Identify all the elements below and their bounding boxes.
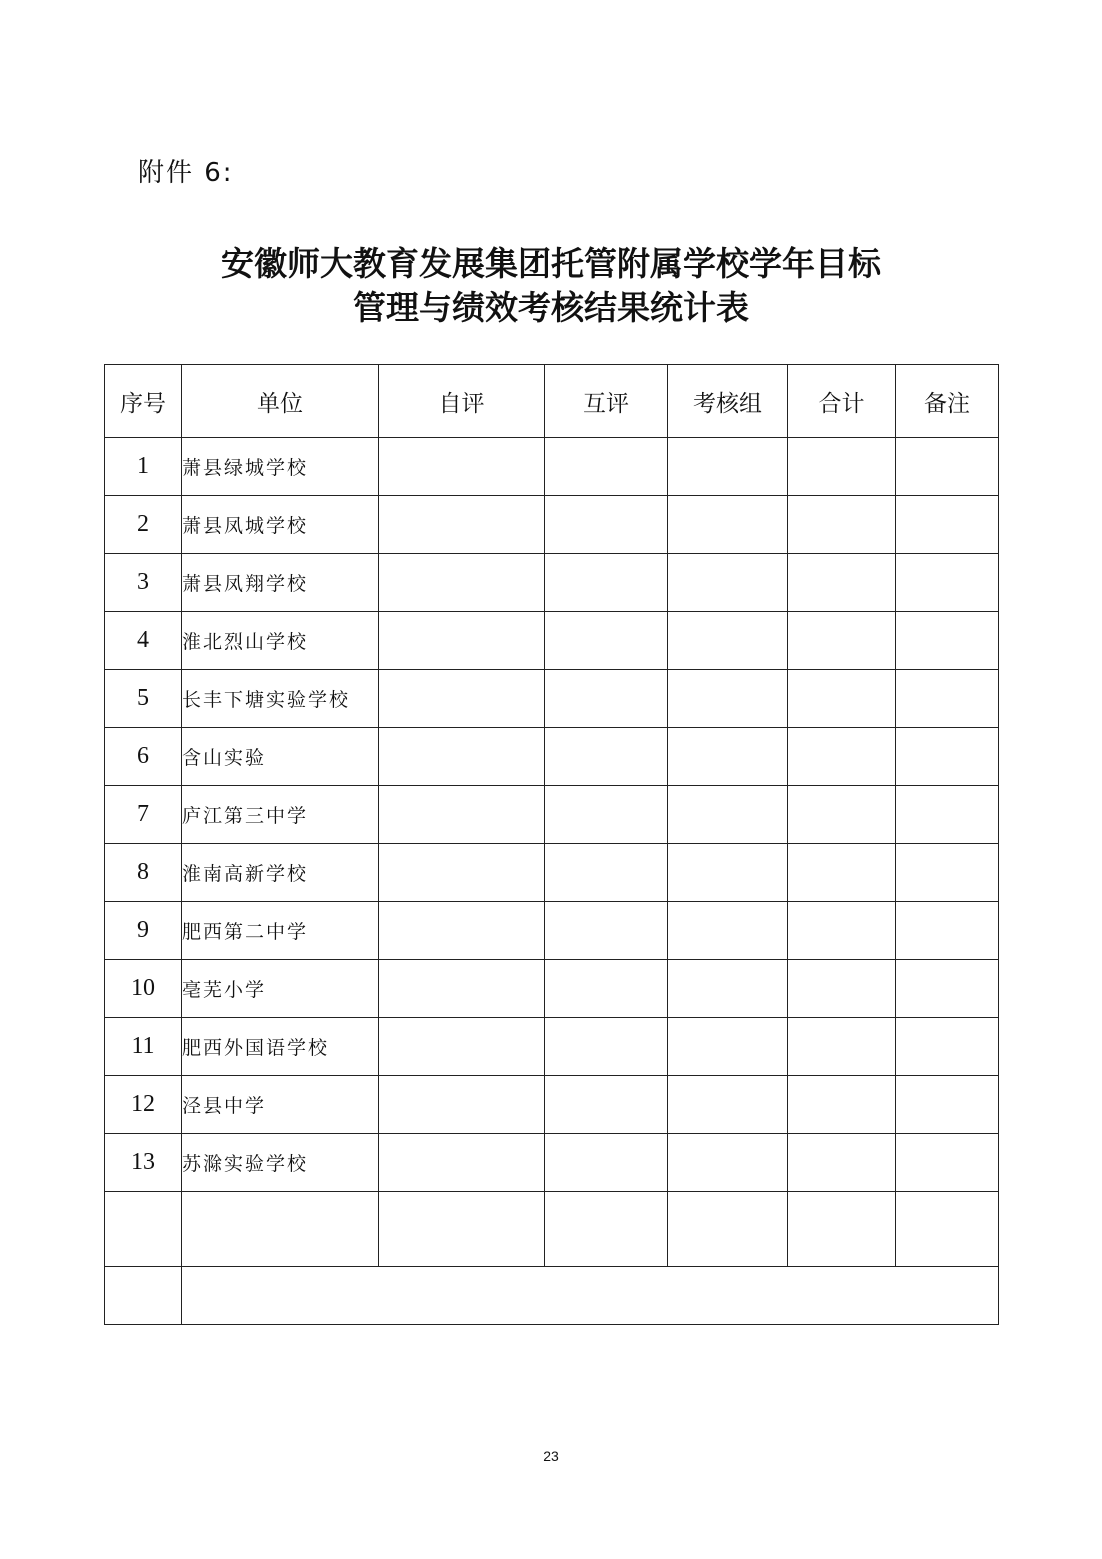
row-number: 10 <box>105 960 182 1018</box>
table-row <box>105 554 999 612</box>
row-unit: 庐江第三中学 <box>182 786 379 844</box>
cell-total <box>788 902 896 960</box>
cell-peer-eval <box>545 1018 668 1076</box>
table-row <box>105 1076 999 1134</box>
cell-peer-eval <box>545 670 668 728</box>
row-number: 13 <box>105 1134 182 1192</box>
cell-remarks <box>896 1018 999 1076</box>
header-total: 合计 <box>788 365 896 438</box>
cell-total <box>788 554 896 612</box>
cell-total <box>788 844 896 902</box>
cell-remarks <box>896 1134 999 1192</box>
header-serial: 序号 <box>105 365 182 438</box>
cell-review-group <box>668 438 788 496</box>
cell-total <box>788 1018 896 1076</box>
row-unit: 泾县中学 <box>182 1076 379 1134</box>
blank-cell <box>105 1192 182 1267</box>
cell-self-eval <box>379 844 545 902</box>
merged-blank-row <box>105 1267 999 1325</box>
cell-self-eval <box>379 1018 545 1076</box>
cell-peer-eval <box>545 496 668 554</box>
row-number: 9 <box>105 902 182 960</box>
document-title-line-2: 管理与绩效考核结果统计表 <box>353 288 749 327</box>
cell-remarks <box>896 1076 999 1134</box>
row-unit: 亳芜小学 <box>182 960 379 1018</box>
cell-remarks <box>896 728 999 786</box>
cell-total <box>788 496 896 554</box>
cell-total <box>788 612 896 670</box>
cell-peer-eval <box>545 438 668 496</box>
row-unit: 肥西外国语学校 <box>182 1018 379 1076</box>
cell-peer-eval <box>545 960 668 1018</box>
header-remarks: 备注 <box>896 365 999 438</box>
row-unit: 含山实验 <box>182 728 379 786</box>
cell-review-group <box>668 728 788 786</box>
statistics-table <box>104 364 999 1325</box>
table-row <box>105 496 999 554</box>
cell-review-group <box>668 844 788 902</box>
blank-cell <box>788 1192 896 1267</box>
cell-peer-eval <box>545 728 668 786</box>
blank-cell <box>182 1192 379 1267</box>
cell-self-eval <box>379 670 545 728</box>
cell-remarks <box>896 844 999 902</box>
cell-peer-eval <box>545 902 668 960</box>
cell-peer-eval <box>545 612 668 670</box>
cell-total <box>788 438 896 496</box>
cell-peer-eval <box>545 1076 668 1134</box>
cell-self-eval <box>379 554 545 612</box>
cell-remarks <box>896 960 999 1018</box>
cell-remarks <box>896 612 999 670</box>
blank-row <box>105 1192 999 1267</box>
cell-self-eval <box>379 960 545 1018</box>
table-row <box>105 786 999 844</box>
row-number: 7 <box>105 786 182 844</box>
row-unit: 萧县凤城学校 <box>182 496 379 554</box>
row-unit: 长丰下塘实验学校 <box>182 670 379 728</box>
cell-peer-eval <box>545 786 668 844</box>
cell-self-eval <box>379 1134 545 1192</box>
header-unit: 单位 <box>182 365 379 438</box>
row-number: 11 <box>105 1018 182 1076</box>
table-row <box>105 960 999 1018</box>
row-number: 2 <box>105 496 182 554</box>
cell-peer-eval <box>545 1134 668 1192</box>
cell-review-group <box>668 1076 788 1134</box>
cell-review-group <box>668 1134 788 1192</box>
cell-self-eval <box>379 496 545 554</box>
cell-total <box>788 786 896 844</box>
table-row <box>105 844 999 902</box>
row-unit: 萧县绿城学校 <box>182 438 379 496</box>
row-number: 4 <box>105 612 182 670</box>
row-unit: 肥西第二中学 <box>182 902 379 960</box>
row-number: 8 <box>105 844 182 902</box>
table-row <box>105 1134 999 1192</box>
cell-peer-eval <box>545 844 668 902</box>
table-header-row <box>105 365 999 438</box>
table-row <box>105 438 999 496</box>
row-number: 5 <box>105 670 182 728</box>
cell-total <box>788 1134 896 1192</box>
blank-cell <box>545 1192 668 1267</box>
cell-total <box>788 728 896 786</box>
header-peer-eval: 互评 <box>545 365 668 438</box>
cell-remarks <box>896 902 999 960</box>
blank-cell <box>105 1267 182 1325</box>
document-title-line-1: 安徽师大教育发展集团托管附属学校学年目标 <box>221 244 881 283</box>
table-row <box>105 902 999 960</box>
row-unit: 淮北烈山学校 <box>182 612 379 670</box>
table-row <box>105 728 999 786</box>
row-number: 12 <box>105 1076 182 1134</box>
cell-review-group <box>668 612 788 670</box>
cell-self-eval <box>379 728 545 786</box>
cell-self-eval <box>379 612 545 670</box>
header-self-eval: 自评 <box>379 365 545 438</box>
table-row <box>105 612 999 670</box>
cell-self-eval <box>379 786 545 844</box>
row-number: 1 <box>105 438 182 496</box>
cell-self-eval <box>379 438 545 496</box>
table-row <box>105 670 999 728</box>
cell-review-group <box>668 1018 788 1076</box>
cell-peer-eval <box>545 554 668 612</box>
table-row <box>105 1018 999 1076</box>
cell-total <box>788 960 896 1018</box>
cell-review-group <box>668 960 788 1018</box>
cell-review-group <box>668 554 788 612</box>
cell-self-eval <box>379 902 545 960</box>
row-unit: 苏滁实验学校 <box>182 1134 379 1192</box>
blank-cell <box>668 1192 788 1267</box>
attachment-label: 附件 6: <box>138 158 234 188</box>
cell-review-group <box>668 786 788 844</box>
cell-review-group <box>668 496 788 554</box>
page-number: 23 <box>543 1448 559 1464</box>
header-review-group: 考核组 <box>668 365 788 438</box>
cell-self-eval <box>379 1076 545 1134</box>
row-number: 6 <box>105 728 182 786</box>
cell-review-group <box>668 902 788 960</box>
cell-remarks <box>896 438 999 496</box>
blank-cell <box>379 1192 545 1267</box>
cell-remarks <box>896 786 999 844</box>
cell-remarks <box>896 554 999 612</box>
row-unit: 淮南高新学校 <box>182 844 379 902</box>
merged-blank-cell <box>182 1267 999 1325</box>
cell-remarks <box>896 670 999 728</box>
row-unit: 萧县凤翔学校 <box>182 554 379 612</box>
cell-review-group <box>668 670 788 728</box>
cell-total <box>788 1076 896 1134</box>
row-number: 3 <box>105 554 182 612</box>
cell-total <box>788 670 896 728</box>
blank-cell <box>896 1192 999 1267</box>
cell-remarks <box>896 496 999 554</box>
